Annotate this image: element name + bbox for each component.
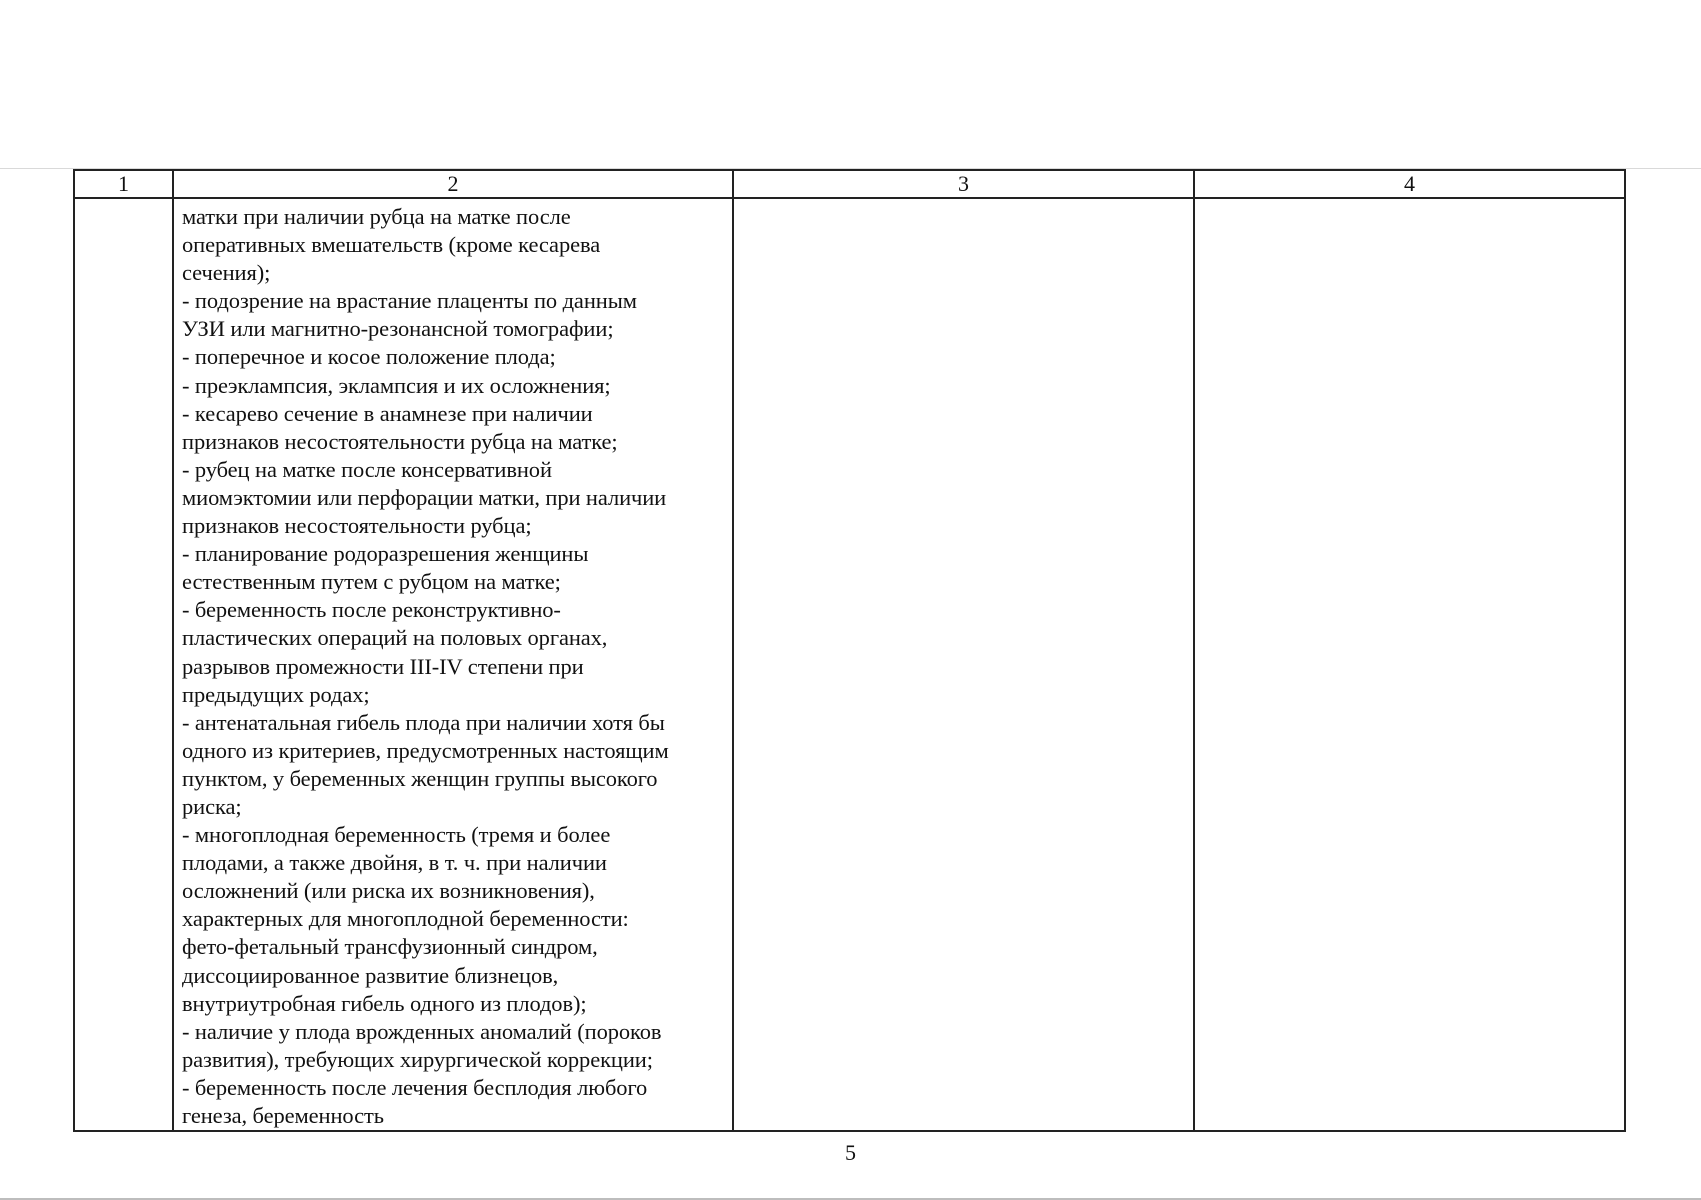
- column-header-3: 3: [733, 170, 1194, 198]
- cell-col-3: [733, 198, 1194, 1131]
- column-header-4: 4: [1194, 170, 1625, 198]
- criteria-text: матки при наличии рубца на матке после оперативных вмешательств (кроме кесарева сечения); - подозрение на врастание плаценты по данным УЗИ или магнитно-резонансной томографии; - поперечное и косое положение плода; - преэклампсия, эклампсия и их осложнения; - кесарево сечение в анамнезе при наличии признаков несостоятельности рубца на матке; - рубец на матке после консервативной миомэктомии или перфорации матки, при наличии признаков несостоятельности рубца; - планирование родоразрешения женщины естественным путем с рубцом на матке; - беременность после реконструктивно- пластических операций на половых органах, разрывов промежности III-IV степени при предыдущих родах; - антенатальная гибель плода при наличии хотя бы одного из критериев, предусмотренных настоящим пунктом, у беременных женщин группы высокого риска; - многоплодная беременность (тремя и более плодами, а также двойня, в т. ч. при наличии осложнений (или риска их возникновения), характерных для многоплодной беременности: фето-фетальный трансфузионный синдром, диссоциированное развитие близнецов, внутриутробная гибель одного из плодов); - наличие у плода врожденных аномалий (пороков развития), требующих хирургической коррекции; - беременность после лечения бесплодия любого генеза, беременность: [182, 204, 669, 1128]
- page-number: 5: [845, 1140, 856, 1165]
- criteria-table: [73, 169, 1626, 1132]
- cell-col-4: [1194, 198, 1625, 1131]
- table-header-row: [74, 170, 1625, 198]
- cell-col-2: [173, 198, 733, 1131]
- column-header-2: 2: [173, 170, 733, 198]
- column-header-1: 1: [74, 170, 173, 198]
- cell-col-1: [74, 198, 173, 1131]
- table-row: [74, 198, 1625, 1131]
